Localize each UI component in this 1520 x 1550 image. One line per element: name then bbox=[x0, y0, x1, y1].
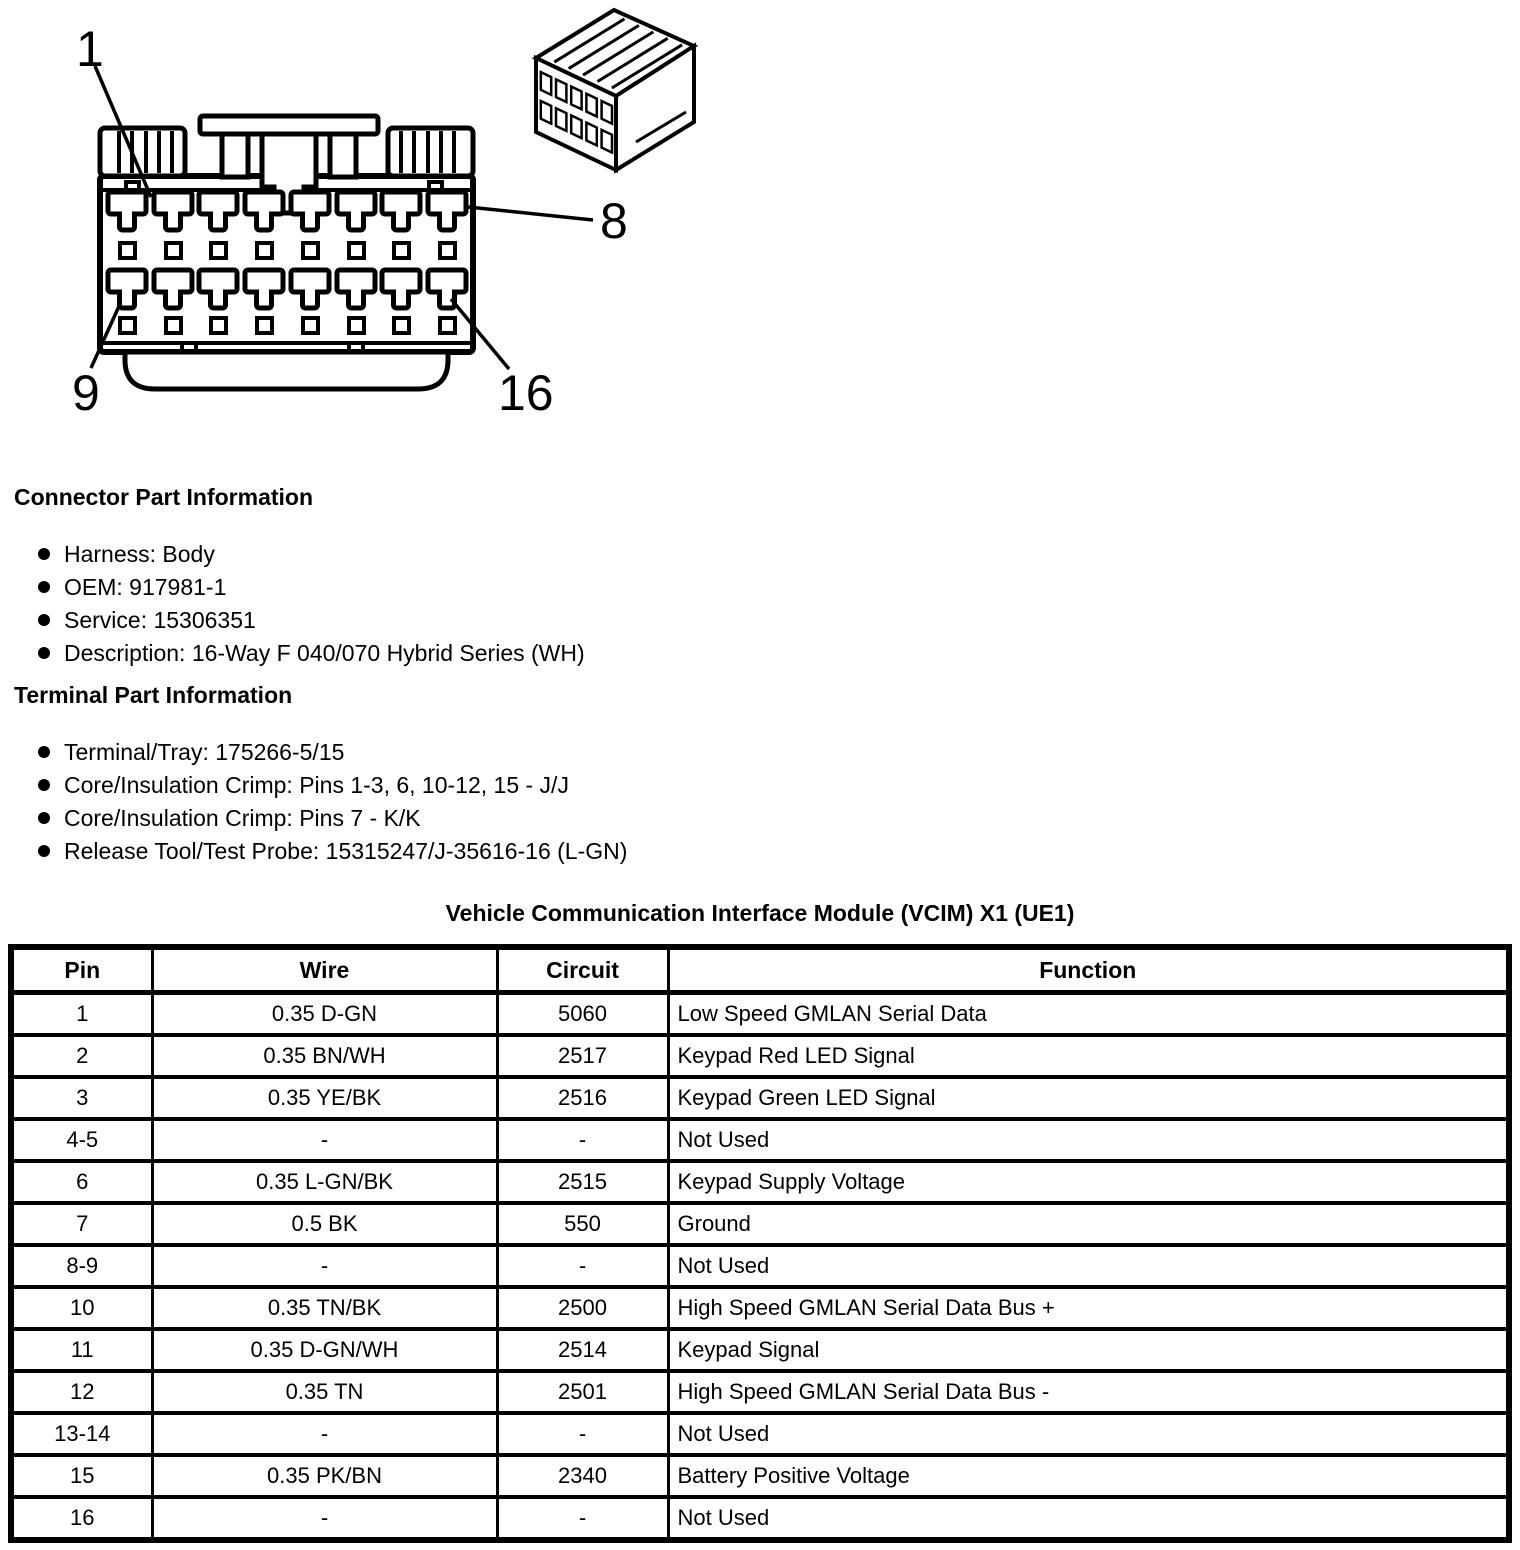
callout-pin-1: 1 bbox=[76, 21, 104, 77]
bullet-icon bbox=[38, 581, 50, 593]
bullet-icon bbox=[38, 779, 50, 791]
cell-wire: 0.35 TN bbox=[152, 1371, 497, 1413]
table-row bbox=[11, 1497, 1509, 1540]
cell-pin: 15 bbox=[11, 1455, 152, 1497]
connector-isometric-view bbox=[536, 10, 694, 170]
cell-function: Battery Positive Voltage bbox=[668, 1455, 1509, 1497]
cell-function: Not Used bbox=[668, 1119, 1509, 1161]
list-item bbox=[36, 608, 585, 632]
bullet-icon bbox=[38, 647, 50, 659]
cell-wire: 0.35 PK/BN bbox=[152, 1455, 497, 1497]
index-hole bbox=[440, 243, 455, 258]
cell-circuit: 2514 bbox=[497, 1329, 668, 1371]
cell-circuit: - bbox=[497, 1245, 668, 1287]
cell-wire: 0.35 L-GN/BK bbox=[152, 1161, 497, 1203]
bullet-icon bbox=[38, 614, 50, 626]
list-item bbox=[36, 806, 627, 830]
index-hole bbox=[349, 243, 364, 258]
list-item-text: Description: 16-Way F 040/070 Hybrid Series (WH) bbox=[64, 640, 585, 666]
index-hole bbox=[303, 318, 318, 333]
cell-function: High Speed GMLAN Serial Data Bus - bbox=[668, 1371, 1509, 1413]
cell-wire: 0.35 D-GN bbox=[152, 993, 497, 1036]
bullet-icon bbox=[38, 812, 50, 824]
pinout-table bbox=[8, 944, 1512, 1543]
index-hole bbox=[166, 243, 181, 258]
table-row bbox=[11, 1245, 1509, 1287]
cell-circuit: 2501 bbox=[497, 1371, 668, 1413]
index-hole bbox=[211, 243, 226, 258]
cell-function: Not Used bbox=[668, 1413, 1509, 1455]
list-item-text: Terminal/Tray: 175266-5/15 bbox=[64, 739, 345, 765]
index-hole bbox=[211, 318, 226, 333]
col-header-wire: Wire bbox=[152, 947, 497, 993]
cell-function: Not Used bbox=[668, 1497, 1509, 1540]
index-hole bbox=[257, 318, 272, 333]
callout-pin-16: 16 bbox=[498, 365, 554, 421]
pinout-table-body bbox=[11, 993, 1509, 1541]
list-item-text: Core/Insulation Crimp: Pins 7 - K/K bbox=[64, 805, 421, 831]
connector-part-info-list bbox=[36, 542, 585, 674]
cell-circuit: - bbox=[497, 1413, 668, 1455]
terminal-part-info-heading: Terminal Part Information bbox=[14, 682, 293, 708]
list-item-text: Release Tool/Test Probe: 15315247/J-35616-16 (L-GN) bbox=[64, 838, 628, 864]
cell-circuit: 2515 bbox=[497, 1161, 668, 1203]
cell-circuit: 2340 bbox=[497, 1455, 668, 1497]
cell-pin: 10 bbox=[11, 1287, 152, 1329]
cell-wire: - bbox=[152, 1119, 497, 1161]
cell-wire: 0.35 YE/BK bbox=[152, 1077, 497, 1119]
cell-wire: - bbox=[152, 1413, 497, 1455]
cell-function: High Speed GMLAN Serial Data Bus + bbox=[668, 1287, 1509, 1329]
cell-pin: 4-5 bbox=[11, 1119, 152, 1161]
pinout-table-header bbox=[11, 947, 1509, 993]
table-row bbox=[11, 1455, 1509, 1497]
connector-front-view bbox=[100, 116, 473, 389]
col-header-circuit: Circuit bbox=[497, 947, 668, 993]
cell-pin: 6 bbox=[11, 1161, 152, 1203]
cell-wire: - bbox=[152, 1245, 497, 1287]
index-hole bbox=[257, 243, 272, 258]
cell-function: Low Speed GMLAN Serial Data bbox=[668, 993, 1509, 1036]
list-item bbox=[36, 773, 627, 797]
col-header-pin: Pin bbox=[11, 947, 152, 993]
list-item bbox=[36, 839, 627, 863]
table-row bbox=[11, 1077, 1509, 1119]
list-item-text: OEM: 917981-1 bbox=[64, 574, 227, 600]
cell-function: Keypad Red LED Signal bbox=[668, 1035, 1509, 1077]
cell-circuit: - bbox=[497, 1497, 668, 1540]
index-hole bbox=[120, 318, 135, 333]
list-item bbox=[36, 641, 585, 665]
index-hole bbox=[349, 318, 364, 333]
cell-wire: 0.35 BN/WH bbox=[152, 1035, 497, 1077]
cell-wire: 0.35 TN/BK bbox=[152, 1287, 497, 1329]
cell-circuit: 5060 bbox=[497, 993, 668, 1036]
cell-pin: 7 bbox=[11, 1203, 152, 1245]
cell-pin: 11 bbox=[11, 1329, 152, 1371]
cell-pin: 3 bbox=[11, 1077, 152, 1119]
index-hole bbox=[166, 318, 181, 333]
bullet-icon bbox=[38, 746, 50, 758]
list-item bbox=[36, 575, 585, 599]
cell-circuit: 2500 bbox=[497, 1287, 668, 1329]
connector-diagram bbox=[0, 0, 720, 430]
col-header-function: Function bbox=[668, 947, 1509, 993]
cell-function: Keypad Green LED Signal bbox=[668, 1077, 1509, 1119]
cell-function: Keypad Supply Voltage bbox=[668, 1161, 1509, 1203]
connector-bottom-cap bbox=[125, 352, 448, 389]
table-row bbox=[11, 1119, 1509, 1161]
table-row bbox=[11, 1371, 1509, 1413]
cell-function: Ground bbox=[668, 1203, 1509, 1245]
index-hole bbox=[120, 243, 135, 258]
table-row bbox=[11, 1035, 1509, 1077]
cell-circuit: - bbox=[497, 1119, 668, 1161]
table-row bbox=[11, 1413, 1509, 1455]
index-hole bbox=[303, 243, 318, 258]
list-item bbox=[36, 740, 627, 764]
callout-pin-9: 9 bbox=[72, 365, 100, 421]
bullet-icon bbox=[38, 548, 50, 560]
table-row bbox=[11, 1161, 1509, 1203]
table-row bbox=[11, 1287, 1509, 1329]
index-hole bbox=[394, 318, 409, 333]
connector-part-info-heading: Connector Part Information bbox=[14, 484, 314, 510]
cell-pin: 2 bbox=[11, 1035, 152, 1077]
list-item-text: Service: 15306351 bbox=[64, 607, 256, 633]
index-hole bbox=[394, 243, 409, 258]
cell-function: Not Used bbox=[668, 1245, 1509, 1287]
pinout-table-title: Vehicle Communication Interface Module (VCIM) X1 (UE1) bbox=[445, 900, 1075, 926]
callout-pin-8: 8 bbox=[600, 193, 628, 249]
cell-wire: 0.5 BK bbox=[152, 1203, 497, 1245]
bullet-icon bbox=[38, 845, 50, 857]
cell-wire: - bbox=[152, 1497, 497, 1540]
cell-circuit: 2516 bbox=[497, 1077, 668, 1119]
cell-pin: 8-9 bbox=[11, 1245, 152, 1287]
list-item-text: Core/Insulation Crimp: Pins 1-3, 6, 10-12, 15 - J/J bbox=[64, 772, 569, 798]
list-item bbox=[36, 542, 585, 566]
cell-function: Keypad Signal bbox=[668, 1329, 1509, 1371]
table-row bbox=[11, 1329, 1509, 1371]
cell-pin: 16 bbox=[11, 1497, 152, 1540]
terminal-part-info-list bbox=[36, 740, 627, 872]
cell-pin: 1 bbox=[11, 993, 152, 1036]
cell-pin: 13-14 bbox=[11, 1413, 152, 1455]
table-row bbox=[11, 1203, 1509, 1245]
cell-circuit: 2517 bbox=[497, 1035, 668, 1077]
table-row bbox=[11, 993, 1509, 1036]
list-item-text: Harness: Body bbox=[64, 541, 215, 567]
cell-wire: 0.35 D-GN/WH bbox=[152, 1329, 497, 1371]
cell-pin: 12 bbox=[11, 1371, 152, 1413]
index-hole bbox=[440, 318, 455, 333]
cell-circuit: 550 bbox=[497, 1203, 668, 1245]
